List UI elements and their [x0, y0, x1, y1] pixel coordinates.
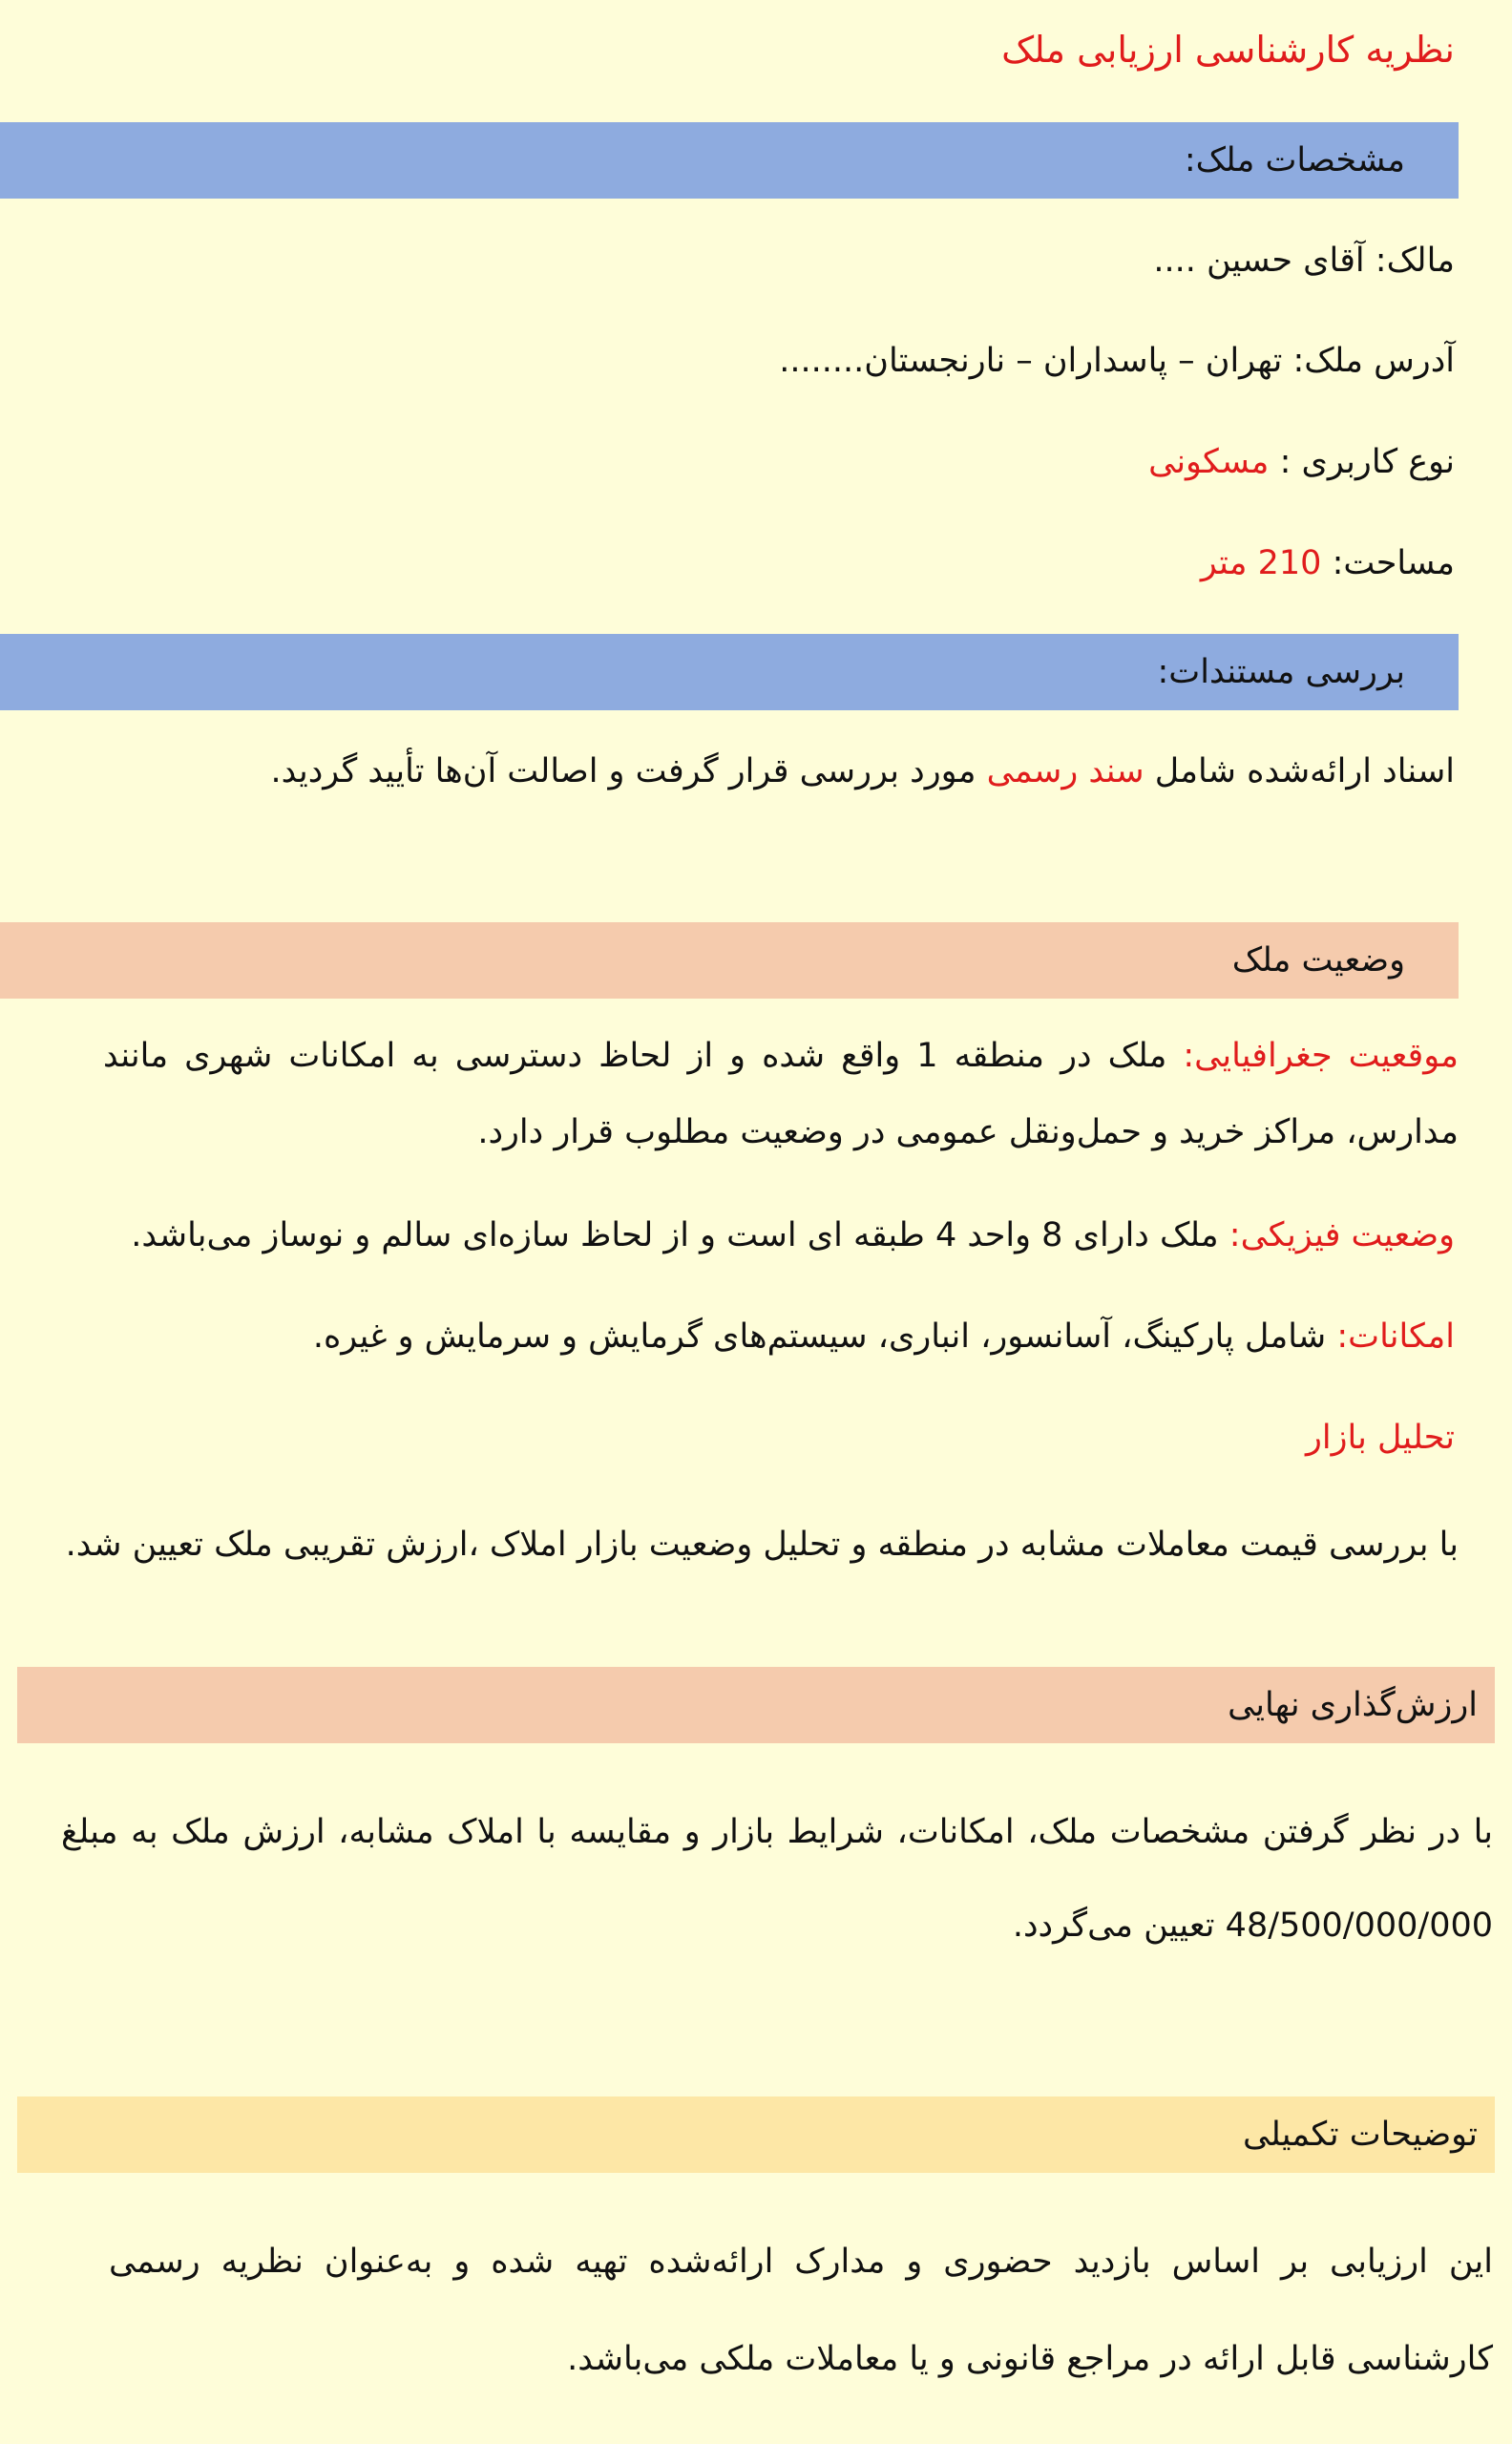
- notes-paragraph: این ارزیابی بر اساس بازدید حضوری و مدارک ارائه‌شده تهیه شده و به‌عنوان نظریه رسمی کارشناسی قابل ارائه در مراجع قانونی و یا معاملات ملکی می‌باشد.: [109, 2243, 1493, 2378]
- usage-line: [19, 433, 1455, 491]
- usage-value: مسکونی: [1148, 443, 1270, 481]
- documents-highlight: سند رسمی: [986, 752, 1144, 790]
- address-value: تهران – پاسداران – نارنجستان........: [779, 342, 1283, 380]
- area-value: 210 متر: [1200, 544, 1322, 582]
- owner-value: آقای حسین ....: [1153, 242, 1365, 280]
- documents-text: [19, 743, 1455, 800]
- status-heading-band: [0, 922, 1459, 999]
- physical-text: ملک دارای 8 واحد 4 طبقه ای است و از لحاظ سازه‌ای سالم و نوساز می‌باشد.: [131, 1216, 1229, 1254]
- owner-line: [19, 232, 1455, 289]
- facilities-label: امکانات:: [1336, 1317, 1455, 1356]
- market-paragraph: با بررسی قیمت معاملات مشابه در منطقه و تحلیل وضعیت بازار املاک ،ارزش تقریبی ملک تعیین شد.: [65, 1526, 1459, 1564]
- area-label: مساحت:: [1321, 544, 1455, 582]
- facilities-line: [19, 1308, 1455, 1365]
- documents-heading: بررسی مستندات:: [1157, 653, 1405, 691]
- notes-heading-band: [17, 2096, 1495, 2173]
- geo-text: ملک در منطقه 1 واقع شده و از لحاظ دسترسی به امکانات شهری مانند مدارس، مراکز خرید و حمل‌ونقل عمومی در وضعیت مطلوب قرار دارد.: [103, 1037, 1459, 1151]
- owner-label: مالک:: [1364, 242, 1455, 280]
- documents-heading-band: [0, 634, 1459, 710]
- area-line: [19, 535, 1455, 592]
- address-line: [19, 332, 1455, 390]
- geo-label: موقعیت جغرافیایی:: [1183, 1037, 1460, 1075]
- valuation-paragraph: با در نظر گرفتن مشخصات ملک، امکانات، شرایط بازار و مقایسه با املاک مشابه، ارزش ملک به مبلغ 48/500/000/000 تعیین می‌گردد.: [61, 1813, 1493, 1945]
- notes-heading: توضیحات تکمیلی: [1242, 2116, 1478, 2154]
- documents-text-after: مورد بررسی قرار گرفت و اصالت آن‌ها تأیید گردید.: [270, 752, 987, 790]
- physical-line: [19, 1207, 1455, 1264]
- specs-heading-band: [0, 122, 1459, 199]
- documents-text-before: اسناد ارائه‌شده شامل: [1144, 752, 1455, 790]
- address-label: آدرس ملک:: [1282, 342, 1455, 380]
- status-heading: وضعیت ملک: [1231, 941, 1405, 980]
- geo-paragraph: [103, 1018, 1459, 1170]
- valuation-heading: ارزش‌گذاری نهایی: [1228, 1686, 1478, 1724]
- specs-heading: مشخصات ملک:: [1184, 141, 1405, 179]
- market-heading: تحلیل بازار: [1305, 1419, 1455, 1457]
- physical-label: وضعیت فیزیکی:: [1228, 1216, 1455, 1254]
- valuation-heading-band: [17, 1667, 1495, 1743]
- facilities-text: شامل پارکینگ، آسانسور، انباری، سیستم‌های گرمایش و سرمایش و غیره.: [312, 1317, 1337, 1356]
- page-title: نظریه کارشناسی ارزیابی ملک: [1001, 29, 1455, 71]
- usage-label: نوع کاربری :: [1269, 443, 1455, 481]
